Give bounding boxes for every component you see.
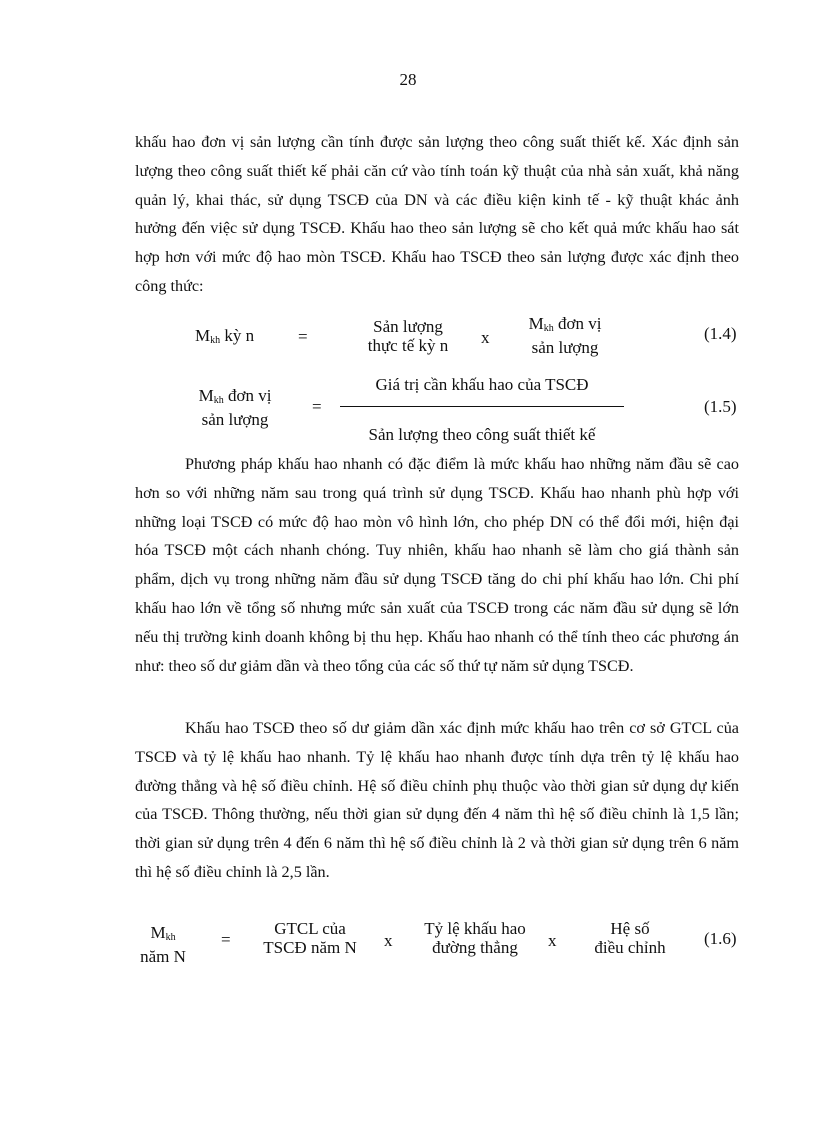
formula-1-4-times: x [481, 328, 490, 347]
paragraph-3: Khấu hao TSCĐ theo số dư giảm dần xác định mức khấu hao trên cơ sở GTCL của TSCĐ và tỷ lệ khấu hao nhanh. Tỷ lệ khấu hao nhanh được tính dựa trên tỷ lệ khấu hao đường thẳng và hệ số điều chỉnh. Hệ số điều chỉnh phụ thuộc vào thời gian sử dụng dự kiến của TSCĐ. Thông thường, nếu thời gian sử dụng đến 4 năm thì hệ số điều chỉnh là 1,5 lần; thời gian sử dụng trên 4 đến 6 năm thì hệ số điều chỉnh là 2 và thời gian sử dụng trên 6 năm thì hệ số điều chỉnh là 2,5 lần. [135, 719, 739, 881]
formula-1-4-number: (1.4) [704, 324, 737, 343]
formula-1-6-term-3: Hệ số điều chỉnh [594, 919, 666, 957]
formula-1-4-equals: = [298, 327, 308, 346]
formula-1-6-times-1: x [384, 931, 393, 950]
paragraph-2: Phương pháp khấu hao nhanh có đặc điểm là mức khấu hao những năm đầu sẽ cao hơn so với những năm sau trong quá trình sử dụng TSCĐ. Khấu hao nhanh phù hợp với những loại TSCĐ có mức độ hao mòn vô hình lớn, cho phép DN có thể đổi mới, hiện đại hóa TSCĐ một cách nhanh chóng. Tuy nhiên, khấu hao nhanh sẽ làm cho giá thành sản phẩm, dịch vụ trong những năm đầu sử dụng TSCĐ tăng do chi phí khấu hao lớn. Chi phí khấu hao lớn về tổng số nhưng mức sản xuất của TSCĐ trong các năm đầu sử dụng sẽ lớn nếu thị trường kinh doanh không bị thu hẹp. Khấu hao nhanh có thể tính theo các phương án như: theo số dư giảm dần và theo tổng của các số thứ tự năm sử dụng TSCĐ. [135, 455, 739, 675]
formula-1-5-equals: = [312, 397, 322, 416]
formula-1-6-equals: = [221, 930, 231, 949]
formula-1-5-lhs: $M_{kh}$ đơn vị sản lượng [198, 386, 272, 429]
formula-1-6-number: (1.6) [704, 929, 737, 948]
formula-1-4-lhs: $M_{kh}$ kỳ n [195, 326, 255, 346]
paragraph-1: khấu hao đơn vị sản lượng cần tính được sản lượng theo công suất thiết kế. Xác định sản lượng theo công suất thiết kế phải căn cứ vào tính toán kỹ thuật của nhà sản xuất, khả năng quản lý, khai thác, sử dụng TSCĐ của DN và các điều kiện kinh tế - kỹ thuật khác ảnh hưởng đến việc sử dụng TSCĐ. Khấu hao theo sản lượng sẽ cho kết quả mức khấu hao sát hợp hơn với mức độ hao mòn TSCĐ. Khấu hao TSCĐ theo sản lượng được xác định theo công thức: [135, 133, 739, 295]
formula-1-4-term-2: $M_{kh}$ đơn vị sản lượng [528, 314, 602, 357]
formula-1-5-fraction-line [340, 406, 624, 407]
formula-1-6-term-1: GTCL của TSCĐ năm N [263, 919, 357, 957]
formula-1-6-term-2: Tỷ lệ khấu hao đường thẳng [424, 919, 526, 957]
formula-1-5-numerator: Giá trị cần khấu hao của TSCĐ [375, 375, 589, 394]
formula-1-6-lhs: $M_{kh}$ năm N [140, 923, 186, 966]
formula-1-4-term-1: Sản lượng thực tế kỳ n [367, 317, 449, 355]
page-number: 28 [399, 70, 417, 89]
formula-1-6-times-2: x [548, 931, 557, 950]
formula-1-5-number: (1.5) [704, 397, 737, 416]
formula-1-5-denominator: Sản lượng theo công suất thiết kế [368, 425, 596, 444]
